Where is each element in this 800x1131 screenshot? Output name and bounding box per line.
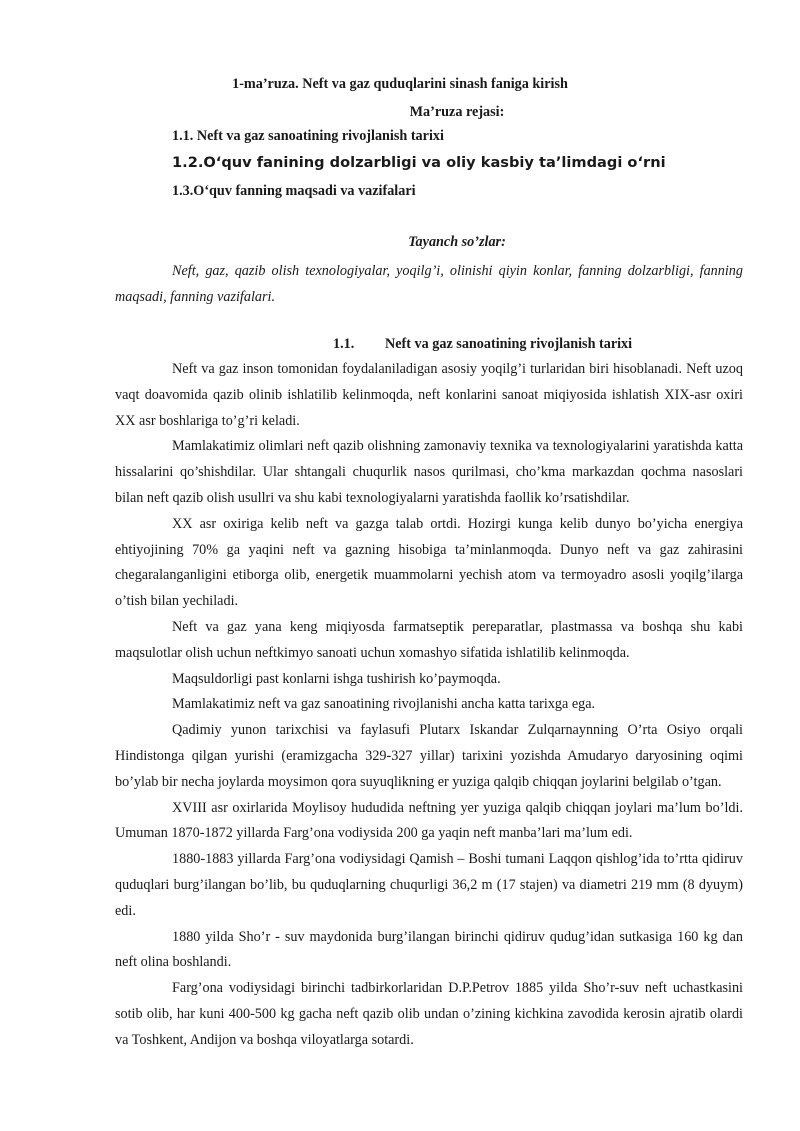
plan-item-1: 1.1. Neft va gaz sanoatining rivojlanish tarixi	[172, 128, 444, 144]
plan-item-3: 1.3.O‘quv fanning maqsadi va vazifalari	[172, 183, 416, 199]
plan-heading: Ma’ruza rejasi:	[409, 104, 505, 120]
paragraph: Mamlakatimiz olimlari neft qazib olishning zamonaviy texnika va texnologiyalarini yaratishda katta hissalarini qo’shishdilar. Ular shtangali chuqurlik nasos qurilmasi, cho’kma markazdan qochma nasoslari bilan neft qazib olish usullri va shu kabi texnologiyalarni yaratishda faollik ko’rsatishdilar.	[115, 438, 743, 506]
paragraph: XX asr oxiriga kelib neft va gazga talab ortdi. Hozirgi kunga kelib dunyo bo’yicha energiya ehtiyojining 70% ga yaqini neft va gazning hisobiga ta’minlanmoqda. Dunyo neft va gaz zahirasini chegaralanganligini etiborga olib, energetik muammolarni yechish atom va termoyadro asosli yoqilg’ilarga o’tish bilan yechiladi.	[115, 515, 743, 610]
paragraph: Maqsuldorligi past konlarni ishga tushirish ko’paymoqda.	[172, 670, 501, 687]
paragraph: XVIII asr oxirlarida Moylisoy hududida neftning yer yuziga qalqib chiqqan joylari ma’lum bo’ldi. Umuman 1870-1872 yillarda Farg’ona vodiysida 200 ga yaqin neft manba’lari ma’lum edi.	[115, 799, 743, 842]
section-heading	[333, 336, 632, 353]
paragraph: Neft va gaz inson tomonidan foydalaniladigan asosiy yoqilg’i turlaridan biri hisoblanadi. Neft uzoq vaqt doavomida qazib olinib ishlatilib kelinmoqda, neft konlarini sanoat miqiyosida ishlatish XIX-asr oxiri XX asr boshlariga to’g’ri keladi.	[115, 361, 743, 429]
paragraph: Mamlakatimiz neft va gaz sanoatining rivojlanishi ancha katta tarixga ega.	[172, 696, 596, 713]
paragraph: Farg’ona vodiysidagi birinchi tadbirkorlaridan D.P.Petrov 1885 yilda Sho’r-suv neft uchastkasini sotib olib, har kuni 400-500 kg gacha neft qazib olib undan o’zining kichkina zavodida kerosin ajratib olardi va Toshkent, Andijon va boshqa viloyatlarga sotardi.	[115, 980, 743, 1048]
section-title: Neft va gaz sanoatining rivojlanish tarixi	[385, 336, 633, 352]
keywords-heading: Tayanch so’zlar:	[408, 234, 506, 250]
plan-item-2: 1.2.O‘quv fanining dolzarbligi va oliy kasbiy ta’limdagi o‘rni	[172, 154, 666, 171]
paragraph: 1880-1883 yillarda Farg’ona vodiysidagi Qamish – Boshi tumani Laqqon qishlog’ida to’rtta qidiruv quduqlari burg’ilangan bo’lib, bu quduqlarning chuqurligi 36,2 m (17 stajen) va diametri 219 mm (8 dyuym) edi.	[115, 851, 743, 919]
keywords-text: Neft, gaz, qazib olish texnologiyalar, yoqilg’i, olinishi qiyin konlar, fanning dolzarbligi, fanning maqsadi, fanning vazifalari.	[115, 263, 743, 305]
paragraph: Neft va gaz yana keng miqiyosda farmatseptik pereparatlar, plastmassa va boshqa shu kabi maqsulotlar olish uchun neftkimyo sanoati uchun xomashyo sifatida ishlatilib kelinmoqda.	[115, 618, 743, 661]
paragraph: 1880 yilda Sho’r - suv maydonida burg’ilangan birinchi qidiruv qudug’idan sutkasiga 160 kg dan neft olina boshlandi.	[115, 928, 743, 971]
section-number: 1.1.	[333, 336, 355, 352]
lecture-title: 1-ma’ruza. Neft va gaz quduqlarini sinash faniga kirish	[232, 76, 568, 92]
paragraph: Qadimiy yunon tarixchisi va faylasufi Plutarx Iskandar Zulqarnaynning O’rta Osiyo orqali Hindistonga qilgan yurishi (eramizgacha 329-327 yillar) tarixini yozishda Amudaryo daryosining oqimi bo’ylab bir necha joylarda moysimon qora suyuqlikning er yuziga qalqib chiqqan joylarini belgilab o’tgan.	[115, 722, 743, 790]
body-paragraphs	[115, 357, 743, 1054]
